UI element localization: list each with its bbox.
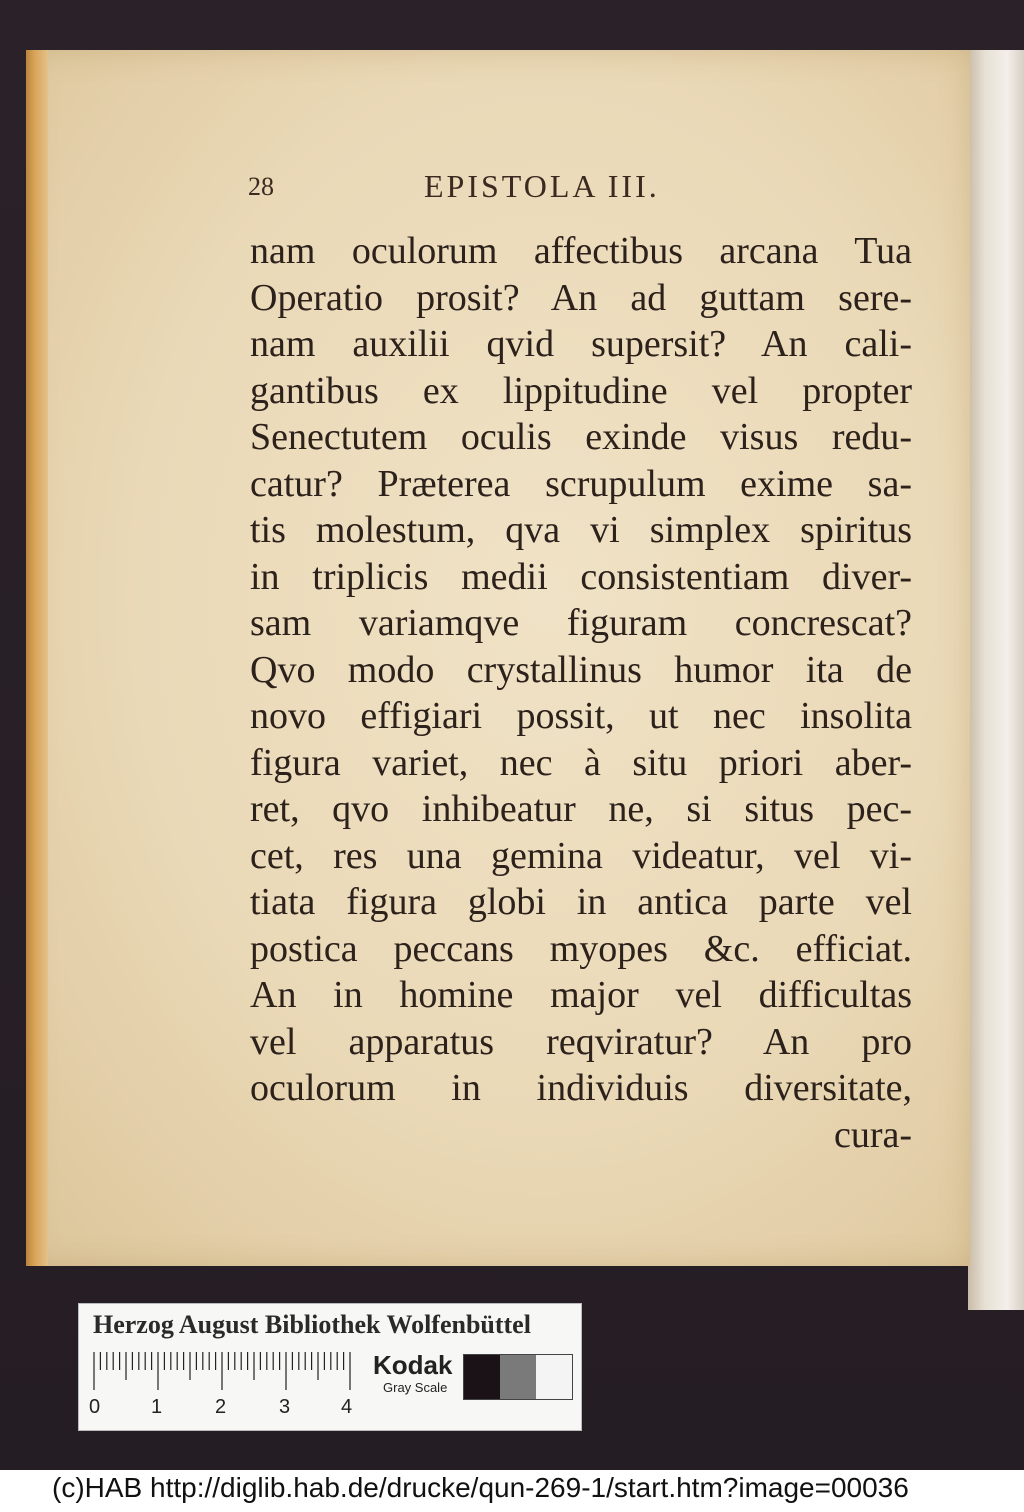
swatch-mid: [500, 1355, 536, 1399]
swatch-light: [536, 1355, 572, 1399]
text-line: Senectutem oculis exinde visus redu-: [250, 416, 912, 458]
text-line: gantibus ex lippitudine vel propter: [250, 369, 912, 412]
text-line: tiata figura globi in antica parte vel: [250, 881, 912, 923]
text-line: cet, res una gemina videatur, vel vi-: [250, 834, 912, 877]
copyright-url: (c)HAB http://diglib.hab.de/drucke/qun-269-1/start.htm?image=00036: [52, 1472, 909, 1503]
text-line: sam variamqve figuram concrescat?: [250, 602, 912, 644]
ruler-numbers: [89, 1396, 369, 1420]
kodak-logo: Kodak: [373, 1350, 453, 1380]
ruler-number: 0: [89, 1396, 101, 1418]
swatch-dark: [464, 1355, 500, 1399]
text-line: tis molestum, qva vi simplex spiritus: [250, 509, 912, 551]
text-line: novo effigiari possit, ut nec insolita: [250, 695, 912, 737]
text-line: in triplicis medii consistentiam diver-: [250, 555, 912, 598]
page-header: [248, 168, 910, 212]
text-line: An in homine major vel difficultas: [250, 974, 912, 1016]
text-line: ret, qvo inhibeatur ne, si situs pec-: [250, 788, 912, 830]
text-line: catur? Præterea scrupulum exime sa-: [250, 462, 912, 505]
text-line: nam auxilii qvid supersit? An cali-: [250, 323, 912, 365]
ruler-number: 1: [151, 1396, 163, 1418]
page-gutter-edge: [26, 50, 48, 1266]
ruler-number: 2: [215, 1396, 227, 1418]
ruler-number: 4: [341, 1396, 353, 1418]
text-line: nam oculorum affectibus arcana Tua: [250, 230, 912, 272]
library-label-card: [78, 1303, 582, 1431]
library-name: Herzog August Bibliothek Wolfenbüttel: [93, 1310, 531, 1339]
running-head: EPISTOLA III.: [424, 168, 660, 204]
page-number: 28: [248, 172, 274, 201]
text-line: oculorum in individuis diversitate,: [250, 1067, 912, 1109]
gray-scale-label: Gray Scale: [383, 1380, 448, 1395]
catchword: cura-: [833, 1113, 912, 1156]
measurement-ruler: [93, 1350, 355, 1390]
facing-page-edge: [968, 50, 1024, 1310]
gray-scale-swatches: [463, 1354, 573, 1400]
text-line: figura variet, nec à situ priori aber-: [250, 741, 912, 784]
text-line: vel apparatus reqviratur? An pro: [250, 1020, 912, 1063]
ruler-number: 3: [279, 1396, 291, 1418]
text-line: postica peccans myopes &c. efficiat.: [250, 927, 912, 970]
text-line: Qvo modo crystallinus humor ita de: [250, 648, 912, 691]
text-line: Operatio prosit? An ad guttam sere-: [250, 276, 912, 319]
body-text: [250, 228, 912, 1158]
